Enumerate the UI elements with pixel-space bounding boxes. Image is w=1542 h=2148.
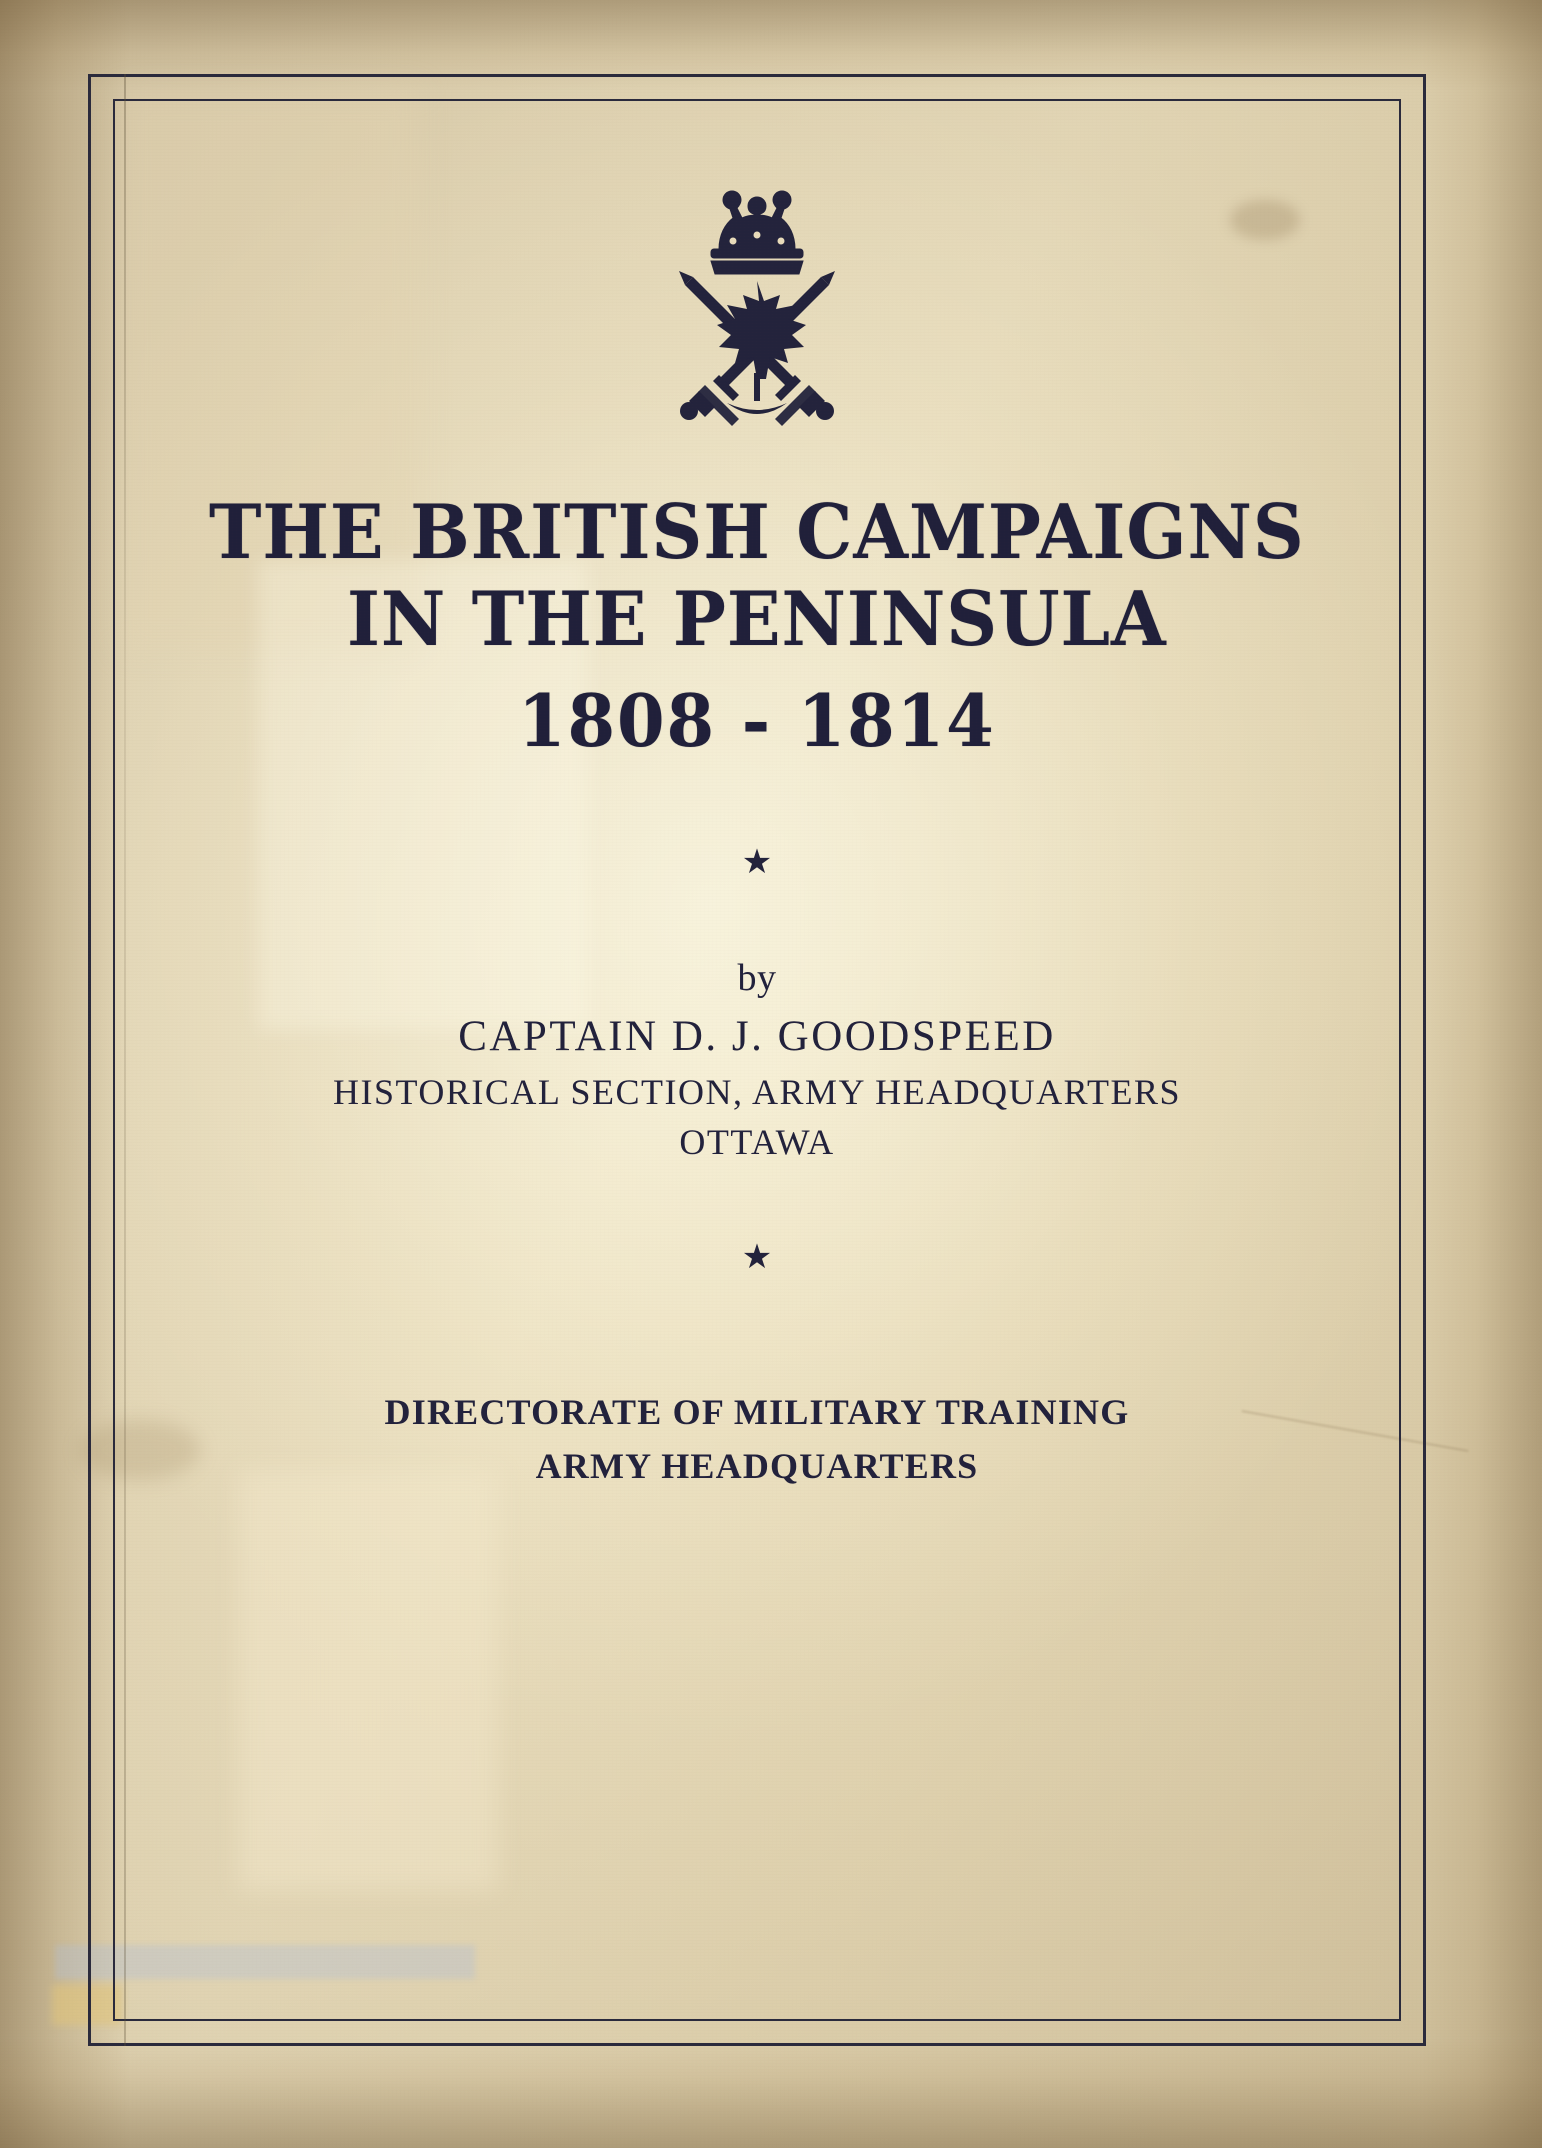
imprint-line-1: DIRECTORATE OF MILITARY TRAINING <box>384 1392 1130 1433</box>
author-name: CAPTAIN D. J. GOODSPEED <box>458 1013 1056 1061</box>
author-affiliation: HISTORICAL SECTION, ARMY HEADQUARTERS <box>332 1072 1182 1113</box>
star-ornament-lower: ★ <box>741 1239 773 1277</box>
star-ornament-upper: ★ <box>741 844 773 882</box>
author-block <box>333 956 1181 1163</box>
crown-crossed-swords-maple-leaf-icon <box>607 189 907 459</box>
imprint-block <box>385 1385 1130 1493</box>
page-title <box>174 488 1340 763</box>
by-label: by <box>737 957 777 1000</box>
title-line-2: IN THE PENINSULA <box>347 575 1167 663</box>
paper-stain-bottom <box>0 2038 1542 2148</box>
paper-stain-right <box>1422 0 1542 2148</box>
imprint-line-2: ARMY HEADQUARTERS <box>535 1446 979 1487</box>
title-line-1: THE BRITISH CAMPAIGNS <box>209 488 1305 576</box>
title-years: 1808 - 1814 <box>518 678 996 763</box>
author-city: OTTAWA <box>679 1122 835 1163</box>
title-page-content <box>113 99 1401 2021</box>
